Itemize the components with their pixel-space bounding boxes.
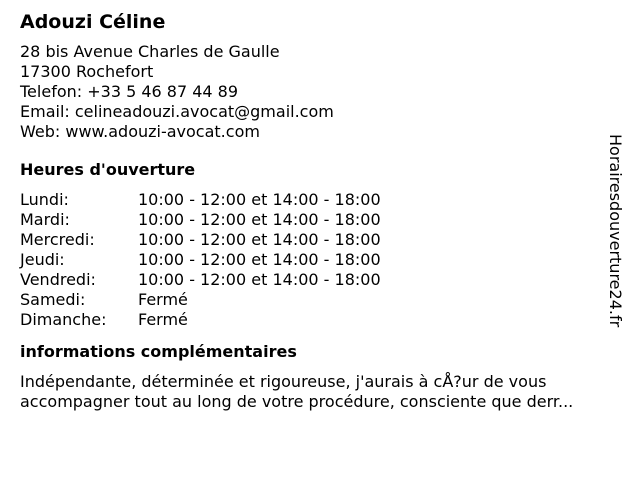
opening-hours-heading: Heures d'ouverture <box>20 160 196 179</box>
address-line-1: 28 bis Avenue Charles de Gaulle <box>20 42 280 61</box>
website: Web: www.adouzi-avocat.com <box>20 122 260 141</box>
hours-day: Mardi: <box>20 210 70 229</box>
business-name: Adouzi Céline <box>20 11 166 33</box>
hours-value: Fermé <box>138 290 188 309</box>
hours-day: Lundi: <box>20 190 69 209</box>
hours-value: 10:00 - 12:00 et 14:00 - 18:00 <box>138 210 381 229</box>
address-line-2: 17300 Rochefort <box>20 62 154 81</box>
hours-row-vendredi <box>20 270 620 290</box>
hours-row-samedi <box>20 290 620 310</box>
hours-row-dimanche <box>20 310 620 330</box>
phone: Telefon: +33 5 46 87 44 89 <box>20 82 239 101</box>
additional-info-text: Indépendante, déterminée et rigoureuse, j'aurais à cÅ?ur de vous accompagner tout au long de votre procédure, consciente que derr... <box>20 372 574 411</box>
business-card <box>20 10 620 412</box>
hours-row-mardi <box>20 210 620 230</box>
hours-day: Samedi: <box>20 290 86 309</box>
hours-value: 10:00 - 12:00 et 14:00 - 18:00 <box>138 230 381 249</box>
hours-value: 10:00 - 12:00 et 14:00 - 18:00 <box>138 250 381 269</box>
hours-day: Jeudi: <box>20 250 65 269</box>
hours-row-mercredi <box>20 230 620 250</box>
additional-info-heading: informations complémentaires <box>20 342 297 361</box>
email: Email: celineadouzi.avocat@gmail.com <box>20 102 334 121</box>
hours-value: 10:00 - 12:00 et 14:00 - 18:00 <box>138 270 381 289</box>
hours-value: Fermé <box>138 310 188 329</box>
site-watermark: Horairesdouverture24.fr <box>606 134 625 328</box>
hours-day: Mercredi: <box>20 230 95 249</box>
contact-block <box>20 42 620 142</box>
hours-row-jeudi <box>20 250 620 270</box>
hours-day: Vendredi: <box>20 270 96 289</box>
opening-hours-table <box>20 190 620 330</box>
hours-day: Dimanche: <box>20 310 107 329</box>
hours-value: 10:00 - 12:00 et 14:00 - 18:00 <box>138 190 381 209</box>
hours-row-lundi <box>20 190 620 210</box>
